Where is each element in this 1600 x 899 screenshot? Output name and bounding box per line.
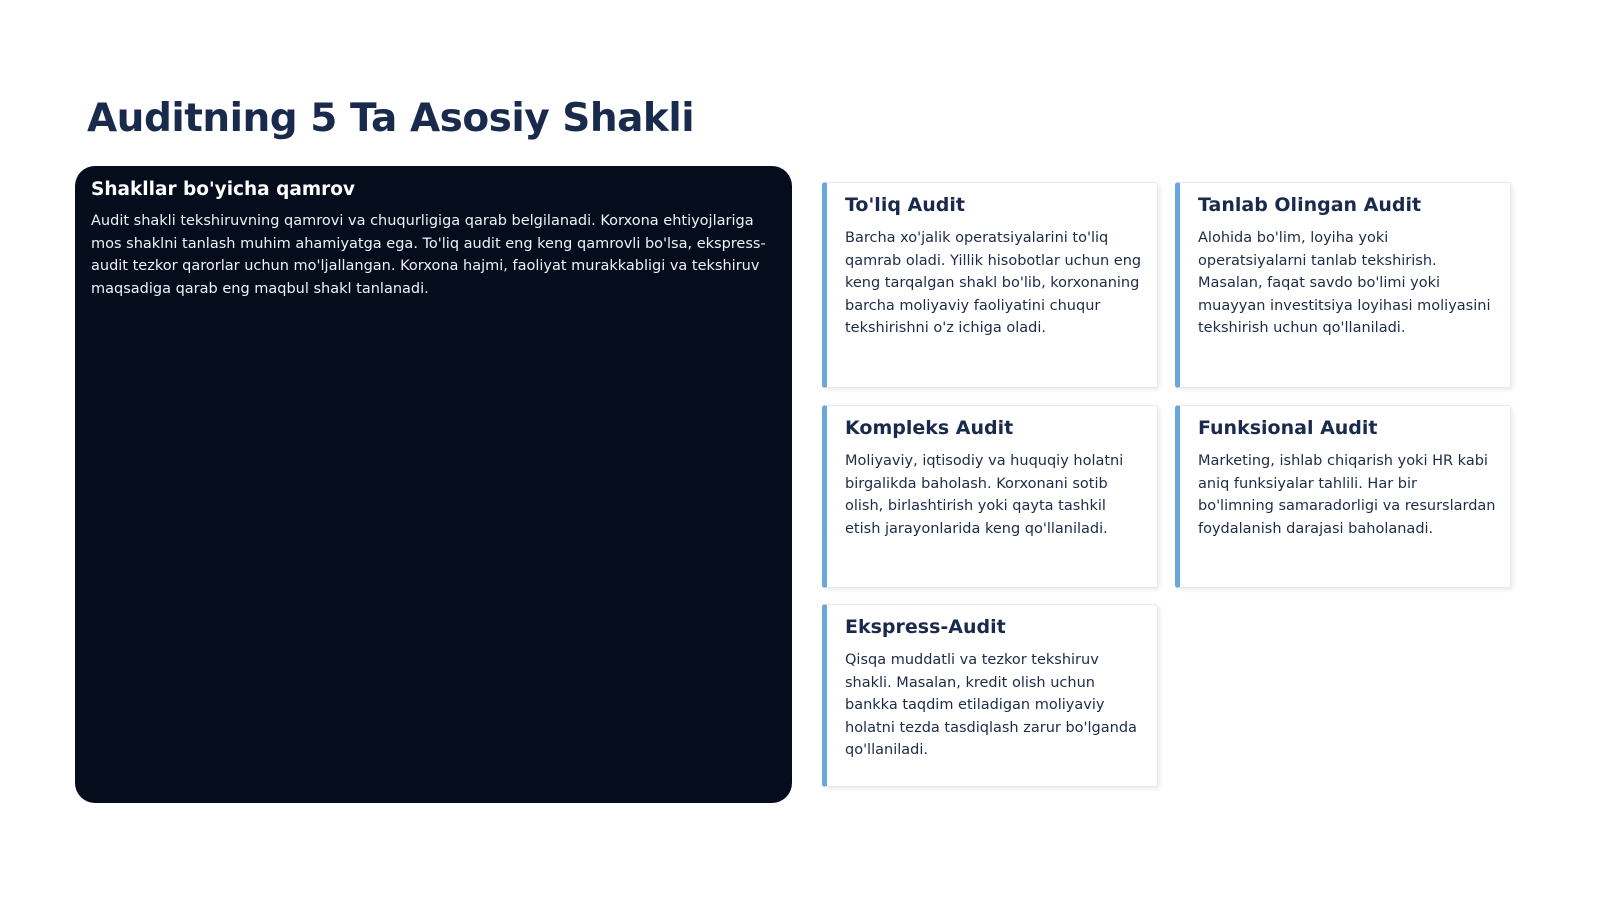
card-text: Barcha xo'jalik operatsiyalarini to'liq qamrab oladi. Yillik hisobotlar uchun eng keng tarqalgan shakl bo'lib, korxonaning barcha moliyaviy faoliyatini chuqur tekshirishni o'z ichiga oladi.	[845, 230, 1142, 336]
card-functional-audit	[1175, 405, 1511, 588]
card-text: Qisqa muddatli va tezkor tekshiruv shakli. Masalan, kredit olish uchun bankka taqdim etiladigan moliyaviy holatni tezda tasdiqlash zarur bo'lganda qo'llaniladi.	[845, 652, 1137, 758]
panel-body: Audit shakli tekshiruvning qamrovi va chuqurligiga qarab belgilanadi. Korxona ehtiyojlariga mos shaklni tanlash muhim ahamiyatga ega. To'liq audit eng keng qamrovli bo'lsa, ekspress-audit tezkor qarorlar uchun mo'ljallangan. Korxona hajmi, faoliyat murakkabligi va tekshiruv maqsadiga qarab eng maqbul shakl tanlanadi.	[91, 213, 766, 297]
scope-panel	[75, 166, 792, 803]
card-express-audit	[822, 604, 1158, 787]
card-text: Marketing, ishlab chiqarish yoki HR kabi aniq funksiyalar tahlili. Har bir bo'limning samaradorligi va resurslardan foydalanish darajasi baholanadi.	[1198, 453, 1496, 537]
card-title: Funksional Audit	[1198, 417, 1378, 439]
card-selective-audit	[1175, 182, 1511, 388]
panel-heading: Shakllar bo'yicha qamrov	[91, 179, 355, 200]
page-title: Auditning 5 Ta Asosiy Shakli	[87, 96, 695, 141]
card-title: To'liq Audit	[845, 194, 965, 216]
card-title: Tanlab Olingan Audit	[1198, 194, 1422, 216]
card-text: Alohida bo'lim, loyiha yoki operatsiyalarni tanlab tekshirish. Masalan, faqat savdo bo'limi yoki muayyan investitsiya loyihasi moliyasini tekshirish uchun qo'llaniladi.	[1198, 230, 1491, 336]
card-title: Kompleks Audit	[845, 417, 1014, 439]
card-title: Ekspress-Audit	[845, 616, 1006, 638]
card-complex-audit	[822, 405, 1158, 588]
card-full-audit	[822, 182, 1158, 388]
card-text: Moliyaviy, iqtisodiy va huquqiy holatni birgalikda baholash. Korxonani sotib olish, birlashtirish yoki qayta tashkil etish jarayonlarida keng qo'llaniladi.	[845, 453, 1124, 537]
